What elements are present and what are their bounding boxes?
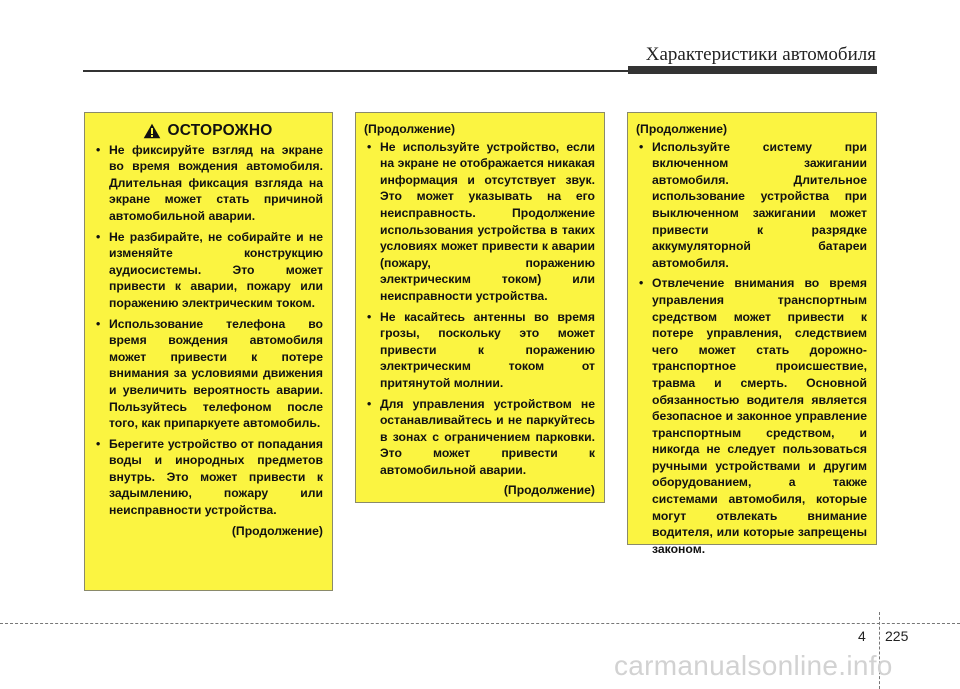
list-item: • Использование телефона во время вождения автомобиля может привести к потере внимания за условиями движения и увеличить вероятность аварии. Пользуйтесь телефоном после того, как припаркуете автомобиль. [93,316,323,432]
list-item: • Не фиксируйте взгляд на экране во время вождения автомобиля. Длительная фиксация взгляда на экране может стать причиной автомобильной аварии. [93,142,323,225]
list-item: • Для управления устройством не останавливайтесь и не паркуйтесь в зонах с ограничением парковки. Это может привести к автомобильной аварии. [364,396,595,479]
caution-list-1 [93,142,323,519]
list-item: • Отвлечение внимания во время управления транспортным средством может привести к потере управления, следствием чего может стать дорожно-транспортное происшествие, травма и смерть. Основной обязанностью водителя является безопасное и законное управление транспортным средством, и никогда не следует пользоваться ручными устройствами и другим оборудованием, а также системами автомобиля, которые могут отвлекать внимание водителя, или которые запрещены законом. [636,275,867,557]
caution-box-2 [355,112,605,503]
page-number: 225 [885,628,909,644]
warning-triangle-icon [143,123,161,139]
continued-label: (Продолжение) [231,523,323,538]
continued-label: (Продолжение) [503,483,595,498]
header-rule-thick [628,66,877,74]
list-item: • Берегите устройство от попадания воды и инородных предметов внутрь. Это может привести к задымлению, пожару или неисправности устройства. [93,436,323,519]
caution-list-3 [636,139,867,558]
continued-heading: (Продолжение) [636,122,728,136]
caution-box-1 [84,112,333,591]
chapter-header-title: Характеристики автомобиля [645,44,876,65]
footer-dashed-rule [0,623,960,624]
list-item: • Не разбирайте, не собирайте и не изменяйте конструкцию аудиосистемы. Это может привести к аварии, пожару или поражению электрическим током. [93,229,323,312]
list-item: • Не используйте устройство, если на экране не отображается никакая информация и отсутствует звук. Это может указывать на его неисправность. Продолжение использования устройства в таких условиях может привести к аварии (пожару, поражению электрическим током) или неисправности устройства. [364,139,595,305]
caution-title: ОСТОРОЖНО [167,122,273,139]
caution-list-2 [364,139,595,479]
list-item: • Не касайтесь антенны во время грозы, поскольку это может привести к поражению электрическим током от притянутой молнии. [364,309,595,392]
caution-box-3 [627,112,877,556]
continued-heading: (Продолжение) [364,122,456,136]
caution-heading [93,123,323,140]
list-item: • Используйте систему при включенном зажигании автомобиля. Длительное использование устройства при выключенном зажигании может привести к разрядке аккумуляторной батареи автомобиля. [636,139,867,272]
watermark: carmanualsonline.info [614,650,893,681]
chapter-number: 4 [858,628,866,644]
header-rule-thin [83,70,633,72]
